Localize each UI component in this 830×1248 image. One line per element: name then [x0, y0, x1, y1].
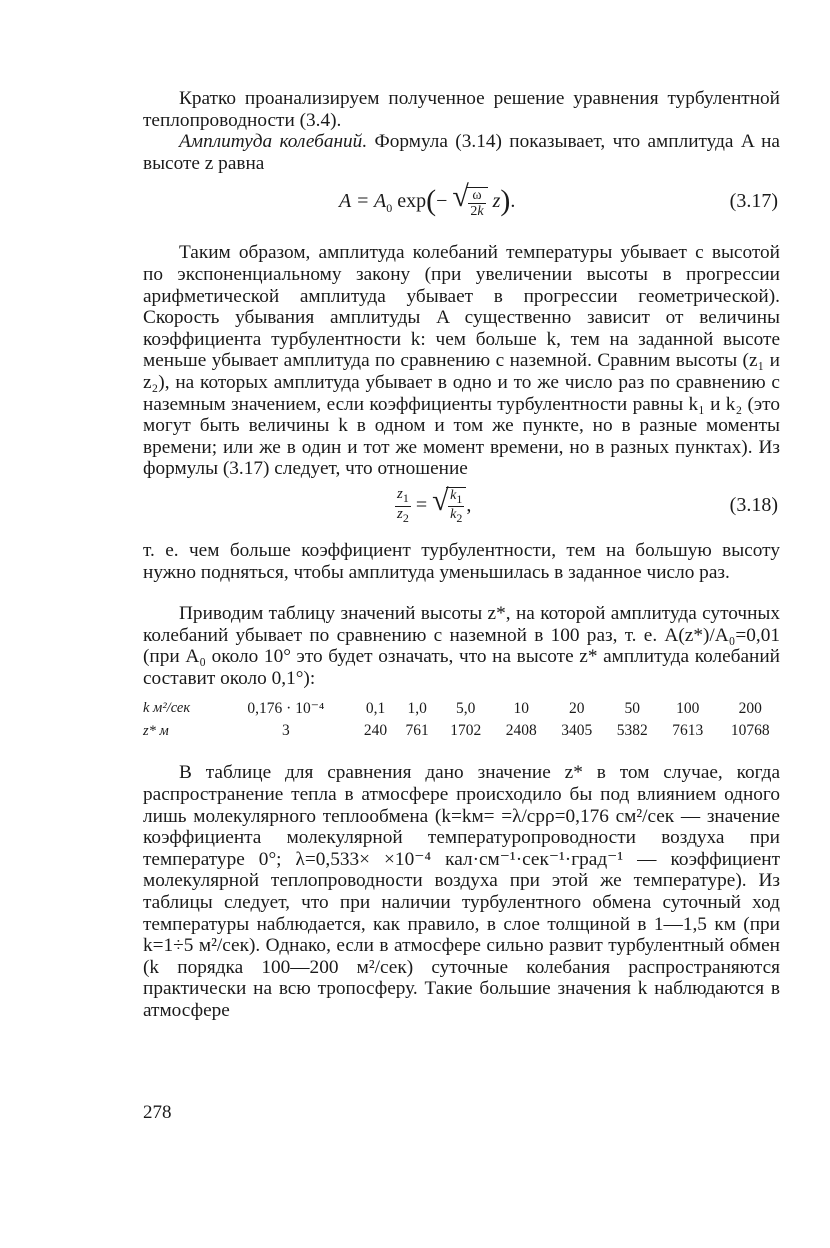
equation-number: (3.17): [729, 190, 778, 213]
table-cell: 240: [363, 722, 388, 740]
formula-3-17: $A = A_0$ exp(− √ $\frac{\omega}{2k}$ z).: [339, 180, 515, 229]
sqrt-symbol: √ $\frac{\omega}{2k}$: [452, 180, 487, 222]
table-cell: 10: [513, 699, 529, 717]
table-row-label: k м²/сек: [143, 700, 191, 717]
table-cell: 761: [405, 722, 429, 740]
table-cell: 200: [738, 699, 762, 717]
page-number: 278: [143, 1102, 172, 1123]
table-row: [143, 720, 785, 742]
paragraph-comparison: В таблице для сравнения дано значение z* в том случае, когда распространение тепла в атмосфере происходило бы под влиянием одного лишь молекулярного теплообмена (k=kм= =λ/cpρ=0,176 см²/сек — значение коэффициента молекулярной температуропроводности воздуха при температуре 0°; λ=0,533× ×10⁻⁴ кал·см⁻¹·сек⁻¹·град⁻¹ — коэффициент молекулярной теплопроводности воздуха при этой же температуре). Из таблицы следует, что при наличии турбулентного обмена суточный ход температуры наблюдается, как правило, в слое толщиной в 1—1,5 км (при k=1÷5 м²/сек). Однако, если в атмосфере сильно развит турбулентный обмен (k порядка 100—200 м²/сек) суточные колебания распространяются практически на всю тропосферу. Такие большие значения k наблюдаются в атмосфере: [143, 762, 780, 1021]
table-cell: 5,0: [456, 699, 476, 717]
paragraph-amplitude: [143, 131, 780, 174]
paragraph-amplitude-text: Формула (3.14) показывает, что амплитуда A на высоте z равна: [143, 131, 780, 174]
table-cell: 1,0: [407, 699, 427, 717]
formula-lhs: A = A: [339, 190, 387, 213]
section-heading: Амплитуда колебаний.: [179, 131, 368, 153]
sqrt-symbol: √ $\frac{k_1}{k_2}$: [432, 484, 466, 526]
table-cell: 50: [624, 699, 641, 717]
paragraph-conclusion: т. е. чем больше коэффициент турбулентности, тем на большую высоту нужно подняться, чтобы амплитуда уменьшилась в заданное число раз.: [143, 539, 780, 583]
table-cell: 3: [281, 722, 290, 740]
table-cell: 20: [569, 699, 585, 717]
paragraph-discussion: Таким образом, амплитуда колебаний температуры убывает с высотой по экспоненциальному закону (при увеличении высоты в прогрессии арифметической амплитуда убывает в прогрессии геометрической). Скорость убывания амплитуды A существенно зависит от величины коэффициента турбулентности k: чем больше k, тем на заданной высоте меньше убывает амплитуда по сравнению с наземной. Сравним высоты (z₁ и z₂), на которых амплитуда убывает в одно и то же число раз по сравнению с наземным значением, если коэффициенты турбулентности равны k₁ и k₂ (это могут быть величины k в одном и том же пункте, но в разные моменты времени; или же в один и тот же момент времени, но в разных пунктах). Из формулы (3.17) следует, что отношение: [143, 242, 780, 480]
table-cell: 10768: [730, 722, 770, 740]
table-cell: 0,176 · 10⁻⁴: [247, 700, 325, 718]
paragraph-table-intro: Приводим таблицу значений высоты z*, на которой амплитуда суточных колебаний убывает по сравнению с наземной в 100 раз, т. е. A(z*)/A₀=0,01 (при A₀ около 10° это будет означать, что на высоте z* амплитуда колебаний составит около 0,1°):: [143, 603, 780, 689]
page-content: [143, 88, 780, 1022]
values-table: [143, 697, 785, 742]
equation-number: (3.18): [729, 493, 778, 516]
table-cell: 7613: [672, 722, 704, 740]
formula-3-18: $\frac{z_1}{z_2}$ = √ $\frac{k_1}{k_2}$ ,: [397, 483, 472, 526]
table-row: [143, 697, 785, 720]
table-cell: 5382: [616, 722, 648, 740]
table-cell: 100: [676, 699, 700, 717]
table-row-label: z* м: [143, 722, 169, 739]
paragraph-intro: Кратко проанализируем полученное решение уравнения турбулентной теплопроводности (3.4).: [143, 88, 780, 131]
table-cell: 1702: [450, 722, 482, 740]
table-cell: 2408: [505, 722, 537, 740]
equation-3-18: [143, 484, 780, 532]
equation-3-17: [143, 180, 780, 222]
formula-subscript: 0: [386, 201, 393, 216]
table-cell: 0,1: [365, 699, 386, 717]
formula-exp: exp: [392, 190, 427, 213]
table-cell: 3405: [561, 722, 593, 740]
